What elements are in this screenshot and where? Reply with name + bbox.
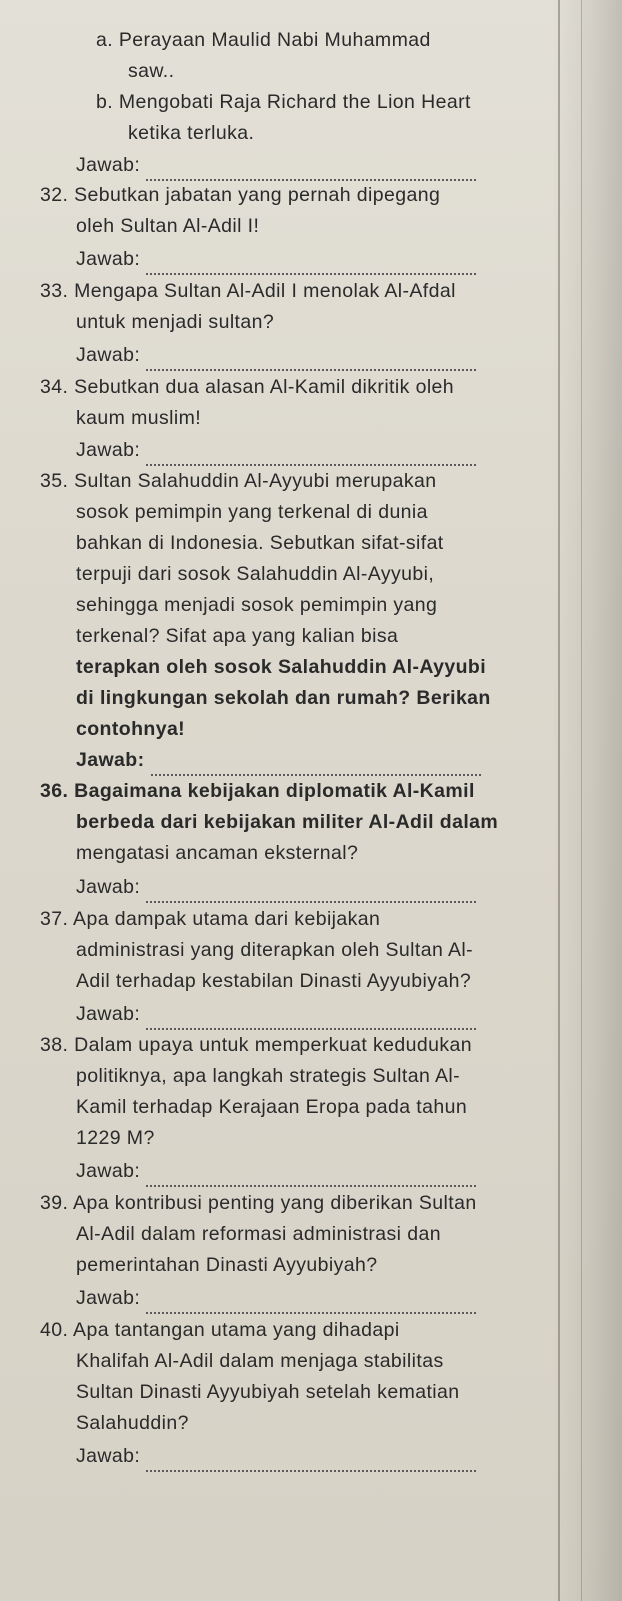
- question-38-line-1: 38. Dalam upaya untuk memperkuat kedudukan: [40, 1034, 472, 1056]
- option-b-line-2: ketika terluka.: [128, 122, 255, 144]
- question-35-line-2: sosok pemimpin yang terkenal di dunia: [76, 501, 428, 523]
- question-33-line-1: 33. Mengapa Sultan Al-Adil I menolak Al-Afdal: [40, 280, 456, 302]
- jawab-label: Jawab:: [76, 344, 141, 366]
- answer-dots: [151, 760, 481, 776]
- question-35-line-5: sehingga menjadi sosok pemimpin yang: [76, 594, 438, 616]
- question-32-line-1: 32. Sebutkan jabatan yang pernah dipegang: [40, 184, 441, 206]
- question-36-line-3: mengatasi ancaman eksternal?: [76, 842, 359, 864]
- question-38-line-4: 1229 M?: [76, 1127, 155, 1149]
- question-33-line-2: untuk menjadi sultan?: [76, 311, 275, 333]
- question-35-line-8: di lingkungan sekolah dan rumah? Berikan: [76, 687, 491, 709]
- option-a-line-2: saw..: [128, 60, 175, 82]
- answer-line-32[interactable]: [76, 244, 476, 275]
- page-edge: [558, 0, 560, 1601]
- question-35-line-7: terapkan oleh sosok Salahuddin Al-Ayyubi: [76, 656, 487, 678]
- answer-dots: [146, 259, 476, 275]
- page-shadow: [552, 0, 622, 1601]
- question-35-line-4: terpuji dari sosok Salahuddin Al-Ayyubi,: [76, 563, 435, 585]
- answer-dots: [146, 1014, 476, 1030]
- question-40-line-3: Sultan Dinasti Ayyubiyah setelah kematian: [76, 1381, 460, 1403]
- jawab-label: Jawab:: [76, 1445, 141, 1467]
- jawab-label: Jawab:: [76, 749, 145, 771]
- option-b-line-1: b. Mengobati Raja Richard the Lion Heart: [96, 91, 471, 113]
- question-34-line-2: kaum muslim!: [76, 407, 202, 429]
- answer-dots: [146, 165, 476, 181]
- answer-line-37[interactable]: [76, 999, 476, 1030]
- answer-dots: [146, 887, 476, 903]
- question-40-line-4: Salahuddin?: [76, 1412, 189, 1434]
- jawab-label: Jawab:: [76, 1287, 141, 1309]
- answer-line-33[interactable]: [76, 340, 476, 371]
- answer-line-36[interactable]: [76, 872, 476, 903]
- option-a-line-1: a. Perayaan Maulid Nabi Muhammad: [96, 29, 431, 51]
- question-35-line-9: contohnya!: [76, 718, 186, 740]
- question-35-line-1: 35. Sultan Salahuddin Al-Ayyubi merupakan: [40, 470, 437, 492]
- question-36-line-1: 36. Bagaimana kebijakan diplomatik Al-Kamil: [40, 780, 475, 802]
- question-39-line-2: Al-Adil dalam reformasi administrasi dan: [76, 1223, 441, 1245]
- answer-line-40[interactable]: [76, 1441, 476, 1472]
- question-35-line-3: bahkan di Indonesia. Sebutkan sifat-sifat: [76, 532, 444, 554]
- answer-line-39[interactable]: [76, 1283, 476, 1314]
- jawab-label: Jawab:: [76, 1003, 141, 1025]
- question-37-line-1: 37. Apa dampak utama dari kebijakan: [40, 908, 381, 930]
- question-40-line-2: Khalifah Al-Adil dalam menjaga stabilitas: [76, 1350, 444, 1372]
- page-edge-inner: [581, 0, 582, 1601]
- question-35-line-6: terkenal? Sifat apa yang kalian bisa: [76, 625, 399, 647]
- jawab-label: Jawab:: [76, 248, 141, 270]
- answer-line-34[interactable]: [76, 435, 476, 466]
- question-32-line-2: oleh Sultan Al-Adil I!: [76, 215, 260, 237]
- question-40-line-1: 40. Apa tantangan utama yang dihadapi: [40, 1319, 400, 1341]
- question-38-line-3: Kamil terhadap Kerajaan Eropa pada tahun: [76, 1096, 468, 1118]
- answer-dots: [146, 1171, 476, 1187]
- question-38-line-2: politiknya, apa langkah strategis Sultan Al-: [76, 1065, 460, 1087]
- jawab-label: Jawab:: [76, 439, 141, 461]
- answer-dots: [146, 355, 476, 371]
- jawab-label: Jawab:: [76, 1160, 141, 1182]
- question-34-line-1: 34. Sebutkan dua alasan Al-Kamil dikritik oleh: [40, 376, 455, 398]
- answer-line-31[interactable]: [76, 150, 476, 181]
- answer-dots: [146, 1456, 476, 1472]
- answer-dots: [146, 1298, 476, 1314]
- answer-line-38[interactable]: [76, 1156, 476, 1187]
- question-36-line-2: berbeda dari kebijakan militer Al-Adil dalam: [76, 811, 499, 833]
- answer-line-35[interactable]: [76, 745, 481, 776]
- question-37-line-2: administrasi yang diterapkan oleh Sultan Al-: [76, 939, 473, 961]
- question-37-line-3: Adil terhadap kestabilan Dinasti Ayyubiyah?: [76, 970, 472, 992]
- question-39-line-3: pemerintahan Dinasti Ayyubiyah?: [76, 1254, 378, 1276]
- jawab-label: Jawab:: [76, 876, 141, 898]
- question-39-line-1: 39. Apa kontribusi penting yang diberikan Sultan: [40, 1192, 477, 1214]
- jawab-label: Jawab:: [76, 154, 141, 176]
- answer-dots: [146, 450, 476, 466]
